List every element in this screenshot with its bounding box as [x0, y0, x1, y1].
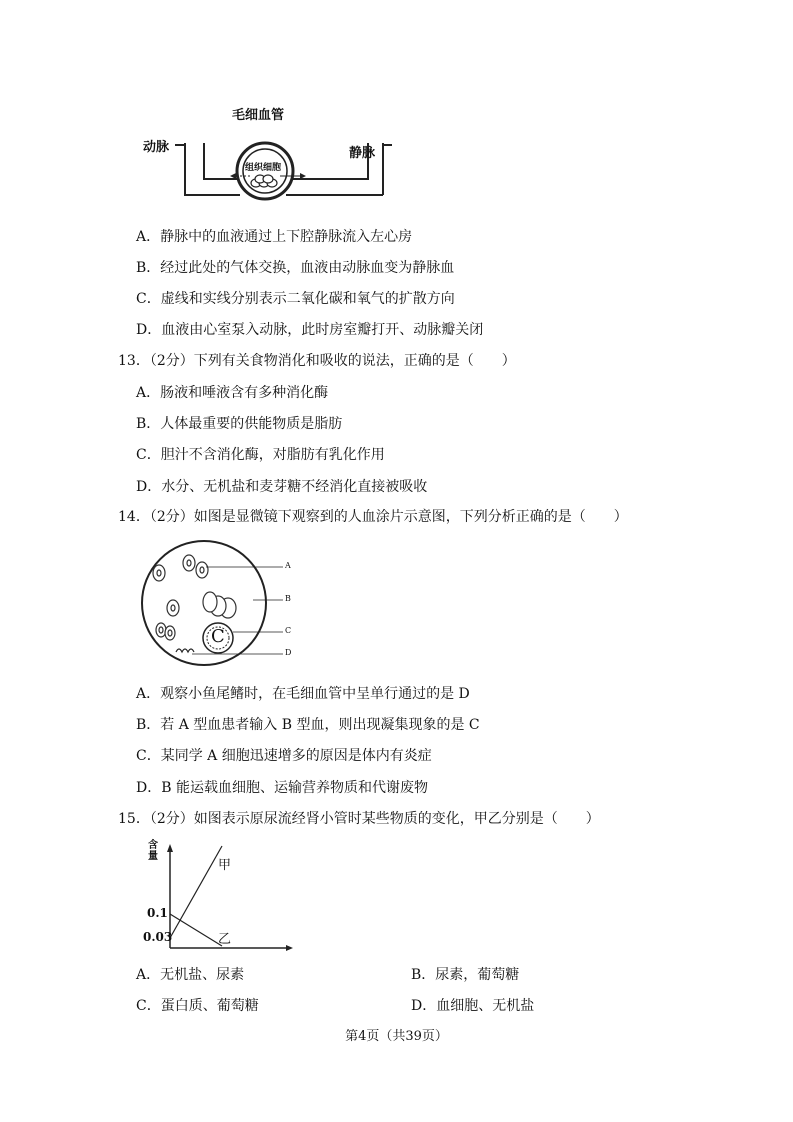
series-jia-line: [170, 846, 222, 938]
q13-option-b: B．人体最重要的供能物质是脂肪: [136, 416, 343, 432]
series-yi-label: 乙: [218, 932, 232, 947]
q13-option-c: C．胆汁不含消化酶，对脂肪有乳化作用: [136, 447, 385, 463]
label-c: C: [285, 626, 292, 635]
q15-option-a: A．无机盐、尿素: [136, 967, 245, 983]
page-footer: 第4页（共39页）: [345, 1029, 448, 1044]
artery-label: 动脉: [143, 140, 170, 155]
wbc-letter: C: [211, 626, 225, 647]
q15-option-b: B．尿素，葡萄糖: [411, 967, 520, 983]
vein-label: 静脉: [349, 146, 376, 161]
series-yi-line: [170, 914, 222, 946]
q14-option-c: C．某同学 A 细胞迅速增多的原因是体内有炎症: [136, 748, 432, 764]
label-d: D: [285, 648, 292, 657]
y-tick-0-1: 0.1: [147, 906, 168, 920]
q12-option-b: B．经过此处的气体交换，血液由动脉血变为静脉血: [136, 260, 455, 276]
q12-option-d: D．血液由心室泵入动脉，此时房室瓣打开、动脉瓣关闭: [136, 322, 484, 338]
blood-smear-diagram: [138, 540, 298, 670]
q14-option-d: D．B 能运载血细胞、运输营养物质和代谢废物: [136, 780, 428, 796]
y-axis-label: 含量: [148, 840, 158, 862]
q13-option-a: A．肠液和唾液含有多种消化酶: [136, 385, 329, 401]
q13-option-d: D．水分、无机盐和麦芽糖不经消化直接被吸收: [136, 479, 428, 495]
y-tick-0-03: 0.03: [143, 930, 173, 944]
q14-option-b: B．若 A 型血患者输入 B 型血，则出现凝集现象的是 C: [136, 717, 480, 733]
q15-option-d: D．血细胞、无机盐: [411, 998, 535, 1014]
q15-option-c: C．蛋白质、葡萄糖: [136, 998, 259, 1014]
q14-option-a: A．观察小鱼尾鳍时，在毛细血管中呈单行通过的是 D: [136, 686, 470, 702]
label-b: B: [285, 594, 291, 603]
capillary-label: 毛细血管: [232, 108, 285, 123]
q13-stem: 13．（2分）下列有关食物消化和吸收的说法，正确的是（ ）: [118, 353, 516, 369]
series-jia-label: 甲: [218, 858, 232, 873]
q15-stem: 15．（2分）如图表示原尿流经肾小管时某些物质的变化，甲乙分别是（ ）: [118, 811, 600, 827]
tissue-cell-label: 组织细胞: [245, 163, 282, 173]
q12-option-a: A．静脉中的血液通过上下腔静脉流入左心房: [136, 229, 413, 245]
label-a: A: [285, 561, 291, 570]
q12-option-c: C．虚线和实线分别表示二氧化碳和氧气的扩散方向: [136, 291, 455, 307]
q14-stem: 14．（2分）如图是显微镜下观察到的人血涂片示意图，下列分析正确的是（ ）: [118, 509, 628, 525]
